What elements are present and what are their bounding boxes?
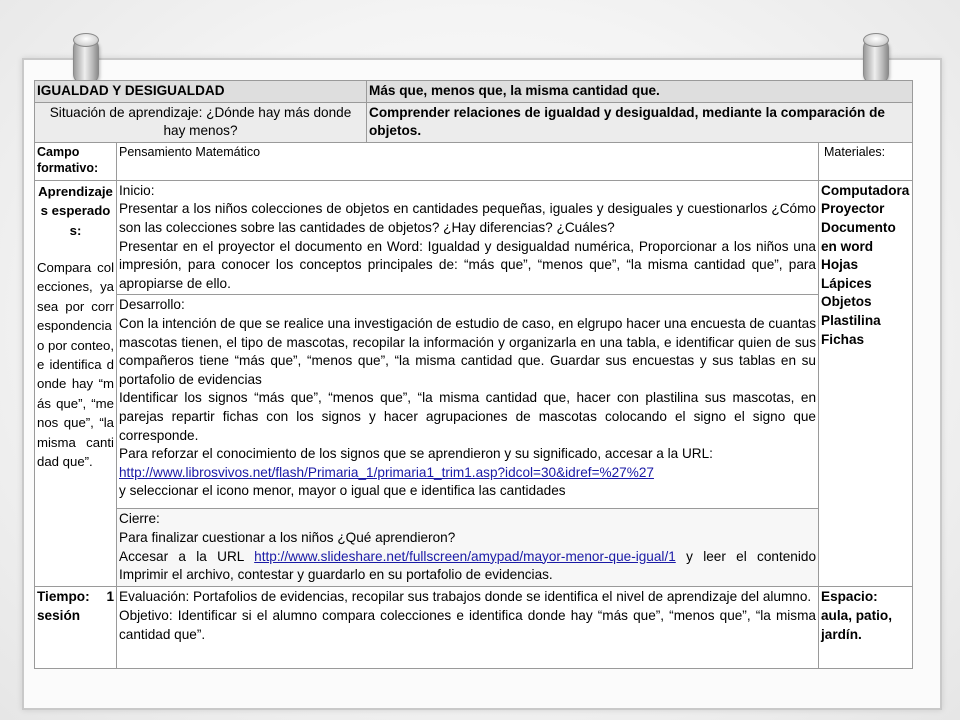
librosvivos-link[interactable]: http://www.librosvivos.net/flash/Primaria_1/primaria1_trim1.asp?idcol=30&idref=%27%27	[119, 464, 654, 480]
material-item: Proyector	[821, 201, 885, 217]
material-item: Computadora	[821, 182, 910, 198]
desarrollo-paragraph-1: Con la intención de que se realice una investigación de estudio de caso, en elgrupo hacer una encuesta de cuantas mascotas tienen, el tipo de mascotas, recopilar la información y organizarla en una tabla, e identificar quien de sus compañeros tiene “más que”, “menos que”, “la misma cantidad que. Guardar sus encuestas y sus tablas en su portafolio de evidencias	[119, 315, 816, 387]
desarrollo-paragraph-3: Para reforzar el conocimiento de los signos que se aprendieron y su significado, accesar a la URL:	[119, 446, 713, 462]
inicio-cell	[117, 180, 819, 295]
footer-row	[35, 587, 913, 669]
topic-label: IGUALDAD Y DESIGUALDAD	[35, 81, 367, 103]
tiempo-cell: Tiempo: 1 sesión	[35, 587, 117, 669]
campo-row	[35, 142, 913, 180]
desarrollo-row	[35, 295, 913, 509]
material-item: Documento en word	[821, 219, 896, 254]
situation-value: Comprender relaciones de igualdad y desigualdad, mediante la comparación de objetos.	[367, 102, 913, 142]
desarrollo-paragraph-4: y seleccionar el icono menor, mayor o igual que e identifica las cantidades	[119, 483, 566, 499]
situation-label: Situación de aprendizaje: ¿Dónde hay más donde hay menos?	[35, 102, 367, 142]
campo-label: Campo formativo:	[35, 142, 117, 180]
frame-post-right	[863, 38, 889, 84]
cierre-row	[35, 509, 913, 587]
desarrollo-heading: Desarrollo:	[119, 297, 185, 313]
evaluacion-text: Evaluación: Portafolios de evidencias, recopilar sus trabajos donde se identifica el nivel de aprendizaje del alumno.	[119, 589, 812, 605]
inicio-heading: Inicio:	[119, 182, 155, 198]
material-item: Objetos	[821, 294, 872, 310]
materials-list	[819, 180, 913, 587]
topic-row	[35, 81, 913, 103]
objetivo-text: Objetivo: Identificar si el alumno compara colecciones e identifica donde hay “más que”, “menos que”, “la misma cantidad que”.	[119, 607, 816, 642]
materials-label: Materiales:	[819, 142, 913, 180]
cierre-paragraph-2a: Accesar a la URL	[119, 548, 244, 564]
material-item: Fichas	[821, 331, 865, 347]
aprendizajes-cell	[35, 180, 117, 587]
cierre-paragraph-2b: y leer el contenido Imprimir el archivo, contestar y guardarlo en su portafolio de evidencias.	[119, 548, 817, 583]
material-item: Hojas	[821, 257, 859, 273]
inicio-paragraph-1: Presentar a los niños colecciones de objetos en cantidades pequeñas, iguales y desiguales y cuestionarlos ¿Cómo son las colecciones sobre las cantidades de objetos? ¿Hay diferencias? ¿Cuáles?	[119, 201, 816, 235]
frame-post-left	[73, 38, 99, 84]
aprendizajes-text: Compara colecciones, ya sea por correspondencia o por conteo, e identifica donde hay “más que”, “menos que”, “la misma cantidad que”.	[37, 260, 114, 470]
espacio-cell: Espacio: aula, patio, jardín.	[819, 587, 913, 669]
cierre-heading: Cierre:	[119, 511, 160, 527]
topic-value: Más que, menos que, la misma cantidad que.	[367, 81, 913, 103]
cierre-paragraph-1: Para finalizar cuestionar a los niños ¿Qué aprendieron?	[119, 529, 456, 545]
desarrollo-cell	[117, 295, 819, 509]
campo-value: Pensamiento Matemático	[117, 142, 819, 180]
material-item: Plastilina	[821, 312, 881, 328]
cierre-cell	[117, 509, 819, 587]
inicio-row	[35, 180, 913, 295]
lesson-plan-table	[34, 80, 913, 669]
situation-row	[35, 102, 913, 142]
material-item: Lápices	[821, 275, 872, 291]
desarrollo-paragraph-2: Identificar los signos “más que”, “menos que”, “la misma cantidad que, hacer con plastilina sus mascotas, en parejas repartir fichas con los signos y hacer agrupaciones de mascotas colocando el signo el signo que corresponde.	[119, 390, 816, 443]
evaluacion-cell	[117, 587, 819, 669]
slideshare-link[interactable]: http://www.slideshare.net/fullscreen/amypad/mayor-menor-que-igual/1	[254, 548, 676, 564]
aprendizajes-title: Aprendizajes esperados:	[38, 183, 113, 238]
inicio-paragraph-2: Presentar en el proyector el documento en Word: Igualdad y desigualdad numérica, Proporcionar a los niños una impresión, para conocer los conceptos principales de: “más que”, “menos que”, “la misma cantidad que”, para apropiarse de ello.	[119, 238, 816, 291]
